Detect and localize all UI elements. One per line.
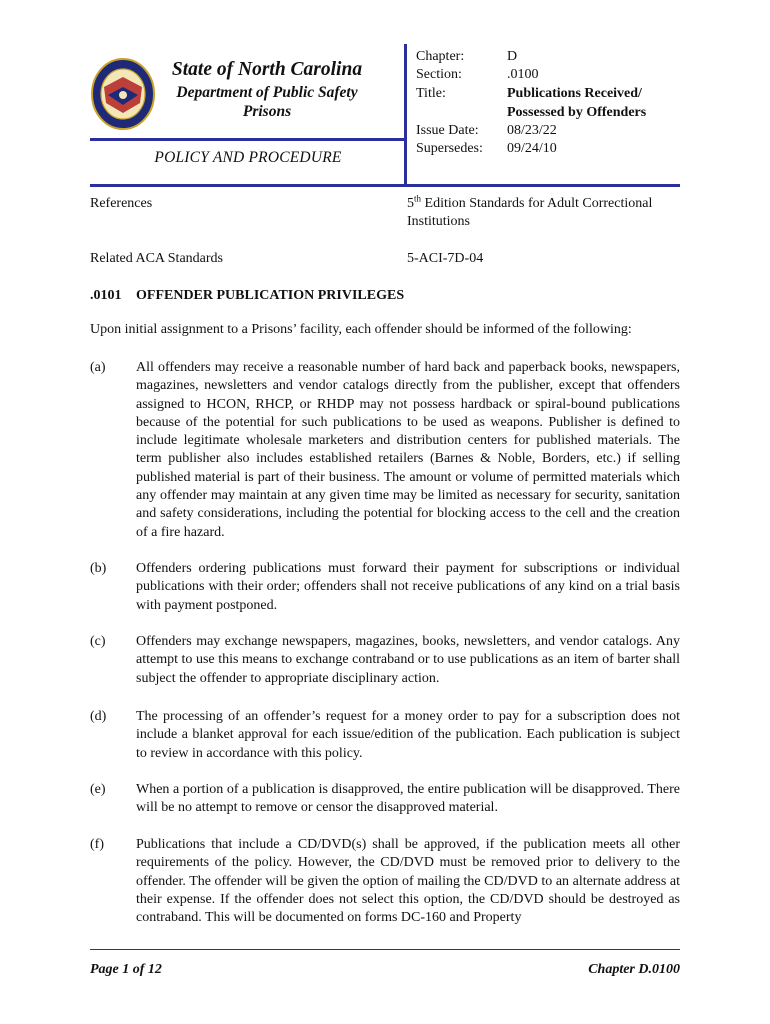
footer-divider xyxy=(90,949,680,950)
header-divider xyxy=(90,138,406,141)
header-bottom-divider xyxy=(90,184,680,187)
title-value-line1: Publications Received/ xyxy=(507,86,642,101)
aca-standards-label: Related ACA Standards xyxy=(90,251,223,266)
chapter-value: D xyxy=(507,49,518,64)
paragraph-d-label: (d) xyxy=(90,709,107,724)
references-label: References xyxy=(90,196,153,211)
agency-seal-logo xyxy=(90,57,156,131)
section-label: Section: xyxy=(416,67,462,82)
supersedes-value: 09/24/10 xyxy=(507,141,557,156)
division-name: Prisons xyxy=(242,103,292,120)
state-name: State of North Carolina xyxy=(171,59,363,80)
chapter-label: Chapter: xyxy=(416,49,465,64)
paragraph-d-text: The processing of an offender’s request for a money order to pay for a subscription does not include a blanket approval for each issue/edition of the publication. Each publication is subject to review in accordance with this policy. xyxy=(136,709,680,761)
paragraph-f-text: Publications that include a CD/DVD(s) shall be approved, if the publication meets all other requirements of the policy. However, the CD/DVD must be removed prior to delivery to the offender. The offender will be given the option of mailing the CD/DVD to an alternate address at their expense. If the offender does not select this option, the CD/DVD should be destroyed as contraband. This will be documented on forms DC-160 and Property xyxy=(136,837,680,926)
header-vertical-divider xyxy=(404,44,407,187)
paragraph-b-text: Offenders ordering publications must forward their payment for subscriptions or individual publications with their order; offenders shall not receive publications of any kind on a trial basis with payment postponed. xyxy=(136,561,680,613)
department-name: Department of Public Safety xyxy=(176,84,358,101)
document-type: POLICY AND PROCEDURE xyxy=(154,149,342,166)
paragraph-b-label: (b) xyxy=(90,561,107,576)
paragraph-e-label: (e) xyxy=(90,782,106,797)
paragraph-a-label: (a) xyxy=(90,360,106,375)
issue-date-label: Issue Date: xyxy=(416,123,479,138)
paragraph-e-text: When a portion of a publication is disapproved, the entire publication will be disapproved. There will be no attempt to remove or censor the disapproved material. xyxy=(136,782,680,816)
page-number: Page 1 of 12 xyxy=(90,962,162,977)
paragraph-f-label: (f) xyxy=(90,837,104,852)
issue-date-value: 08/23/22 xyxy=(507,123,557,138)
aca-standards-value: 5-ACI-7D-04 xyxy=(407,251,484,266)
section-heading: .0101 OFFENDER PUBLICATION PRIVILEGES xyxy=(90,288,405,303)
title-label: Title: xyxy=(416,86,446,101)
paragraph-a-text: All offenders may receive a reasonable number of hard back and paperback books, newspapers, magazines, newsletters and vendor catalogs directly from the publisher, except that offenders assigned to HCON, RHCP, or RHDP may not possess hardback or spiral-bound publications because of the potential for such publications to be used as weapons. Publisher is defined to include legitimate wholesale marketers and distribution centers for published materials. The term publisher also includes established retailers (Barnes & Noble, Borders, etc.) if selling published material is part of their business. The amount or volume of permitted materials which any offender may maintain at any given time may be limited as necessary for security, sanitation and safety considerations, including the potential for blocking access to the cell and the creation of a fire hazard. xyxy=(136,360,680,540)
section-value: .0100 xyxy=(507,67,539,82)
section-intro: Upon initial assignment to a Prisons’ facility, each offender should be informed of the following: xyxy=(90,322,632,337)
footer-chapter: Chapter D.0100 xyxy=(588,962,680,977)
paragraph-c-label: (c) xyxy=(90,634,106,649)
supersedes-label: Supersedes: xyxy=(416,141,483,156)
paragraph-c-text: Offenders may exchange newspapers, magazines, books, newsletters, and vendor catalogs. Any attempt to use this means to exchange contraband or to use publications as an item of barter shall subject the offender to appropriate disciplinary action. xyxy=(136,634,680,686)
references-value: 5th Edition Standards for Adult Correctional Institutions xyxy=(407,193,653,229)
title-value-line2: Possessed by Offenders xyxy=(507,105,647,120)
